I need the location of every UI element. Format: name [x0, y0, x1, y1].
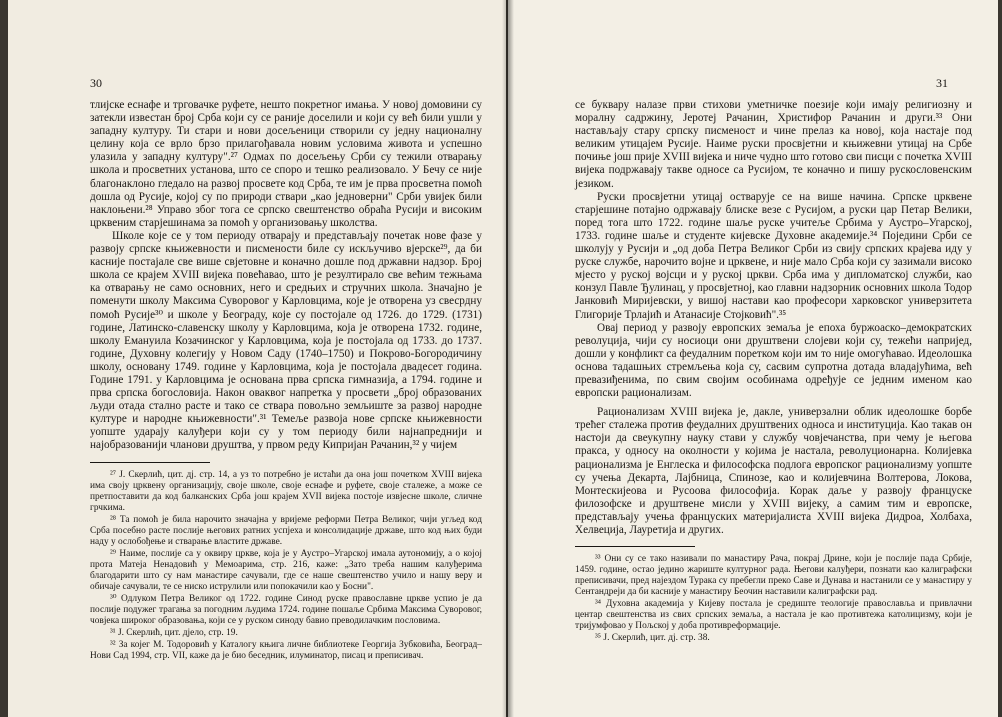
book-gutter	[502, 0, 514, 717]
footnote: ³¹ Ј. Скерлић, цит. дјело, стр. 19.	[110, 627, 238, 638]
page-body	[90, 99, 482, 663]
footnote: ²⁹ Наиме, послије са у оквиру цркве, која је у Аустро–Угарској имала аутономију, а о којој прота Матеја Ненадовић у Мемоарима, стр. 216, каже: „Зато треба нашим калуђерима благодарити што су нам манастире сачували, где се наше свештенство учило и нашу веру и обичаје сачували, те се ниско иструлили или попокачили као у Босни".	[90, 548, 482, 592]
footnote: ³⁰ Одлуком Петра Великог од 1722. године Синод руске православне цркве успио је да послије подужег трагања за погодним људима 1724. године пошаље Србима Максима Суворовог, човјека широког образовања, који се у руском синоду бавио преводилачким пословима.	[90, 593, 482, 626]
footnote: ³⁴ Духовна академија у Кијеву постала је средиште теологије православља и привлачни центар свештенства из свих српских земаља, а настала је као противтежа католицизму, који је тријумфовао у Пољској у доба противреформације.	[575, 599, 972, 632]
page-body	[575, 99, 972, 645]
footnote: ³² За којег М. Тодоровић у Каталогу књига личне библиотеке Георгија Зубковића, Београд–Нови Сад 1994, стр. VII, каже да је био беседник, илуминатор, писац и преписивач.	[90, 639, 482, 661]
footnote: ³⁵ Ј. Скерлић, цит. дј. стр. 38.	[595, 633, 710, 644]
body-paragraph: Школе које се у том периоду отварају и представљају почетак нове фазе у развоју српске књижевности и писмености биле су искључиво вјерске²⁹, да би касније постајале све више свјетовне и коначно дошле под државни надзор. Број школа се крајем XVIII вијека повећавао, што је резултирало све већим тежњама ка отварању не само основних, него и средњих и стручних школа. Значајно је поменути школу Максима Суворовог у Карловцима, које је отворена уз свесрдну помоћ Русије³⁰ и школе у Београду, које су постојале од 1726. до 1729. (1731) године, Латинско-славенску школу у Карловцима, која је отворена 1732. године, школу Емануила Козачинског у Карловцима, која је постојала од 1733. до 1737. године, Духовну колегију у Новом Саду (1740–1750) и Покрово-Богородичину школу, основану 1749. године у Карловцима, која је постојала двадесет година. Године 1791. у Карловцима је основана прва српска гимназија, а 1794. године и прва српска богословија. Након оваквог напретка у просвети „број образованих људи отада стално расте и тако се ствара повољно земљиште за развој народне културе и народне књижевности".³¹ Темеље развоја нове српске књижевности уопште ударају калуђери који су у том периоду били најнапреднији и најобразованији чланови друштва, у првом реду Кипријан Рачанин,³² у чијем	[90, 229, 482, 452]
footnote-separator	[90, 462, 210, 463]
right-page	[508, 0, 998, 717]
body-paragraph: Овај период у развоју европских земаља је епоха буржоаско–демократских револуција, чији су носиоци они друштвени слојеви који су, тежећи напријед, дошли у конфликт са феудалним поретком који им то није омогућавао. Идеолошка основа тадашњих стремљења која су, сасвим супротна дотада владајућима, већ превазиђенима, по свим својим особинама одређује се једним именом као европски рационализам.	[575, 321, 972, 400]
footnote-separator	[575, 546, 695, 547]
footnote: ²⁸ Та помоћ је била нарочито значајна у вријеме реформи Петра Великог, чији угљед код Срба посебно расте послије његових ратних успјеха и консолидације државе, што код њих буди наду у ослобођење и стварање властите државе.	[90, 514, 482, 547]
body-paragraph: Рационализам XVIII вијека је, дакле, универзални облик идеолошке борбе трећег сталежа против феудалних друштвених односа и институција. Као такав он настоји да свеукупну науку стави у службу човјечанства, при чему је његова пракса, у односу на околности у којима је настала, револуционарна. Колијевка рационализма је Енглеска и философска подлога европског рационализму уопште су учења Декарта, Лајбница, Спинозе, као и колијевчина Волтерова, Локова, Монтескијеова и Русоова философија. Корак даље у развоју француске филозофске и друштвене мисли у XVIII вијеку, а самим тим и европске, представљају учења француских материјалиста XVIII вијека Дидроа, Холбаха, Хелвеција, Лауретија и других.	[575, 406, 972, 536]
page-number: 30	[90, 76, 102, 90]
footnote: ²⁷ Ј. Скерлић, цит. дј. стр. 14, а уз то потребно је истаћи да она још почетком XVIII вијека има своју црквену организацију, своје школе, своје еснафе и руфете, своје сталеже, а може се претпоставити да код балканских Срба још крајем XVII вијека постоје извјесне школе, сличне грчкима.	[90, 469, 482, 513]
book-spread	[8, 0, 998, 717]
left-page	[8, 0, 506, 717]
body-paragraph: се буквару налазе први стихови уметничке поезије који имају религиозну и моралну садржину, Јеротеј Рачанин, Христифор Рачанин и други.³³ Они настављају стару српску писменост и чине прелаз ка новој, која настаје под великим утицајем Русије. Наиме руски просвјетни и књижевни утицај на Србе почиње још прије XVIII вијека и ниче чудно што готово сви писци с почетка XVIII вијека подржавају такве односе са Русијом, те коначно и пишу рускословенским језиком.	[575, 99, 972, 190]
body-paragraph: Руски просвјетни утицај остварује се на више начина. Српске црквене старјешине потајно одржавају блиске везе с Русијом, а руски цар Петар Велики, поред тога што 1722. године шаље руске учитеље Србима у Аустро–Угарској, 1733. године шаље и студенте кијевске Духовне академије.³⁴ Поједини Срби се школују у Русији и „од доба Петра Великог Срби из свију српских крајева иду у руске службе, нарочито војне и црквене, и није мало Срба који су зазимали високо мјесто у руској војсци и у руској цркви. Срба има у дипломатској служби, као конзул Павле Ђулинац, у просвјетној, као главни надзорник основних школа Тодор Јанковић Миријевски, у вишој настави као професори харковског универзитета Глигорије Трлајић и Атанасије Стојковић".³⁵	[575, 190, 972, 321]
footnotes	[90, 470, 482, 662]
footnotes	[575, 554, 972, 644]
page-number: 31	[936, 76, 948, 90]
footnote: ³³ Они су се тако називали по манастиру Рача, покрај Дрине, који је послије пада Србије, 1459. године, остао једино жариште културног рада. Његови калуђери, познати као калиграфски преписивачи, пред најездом Турака су пребегли преко Саве и Дунава и настанили се у манастиру у Сентандреји да би касније у манастиру Беочин наставили калиграфски рад.	[575, 554, 972, 598]
body-paragraph: тлијске еснафе и трговачке руфете, нешто покретног имања. У новој домовини су затекли известан број Срба који су се раније доселили и који су већ били ушли у западну културу. Ти стари и нови досељеници створили су једну националну целину која се врло брзо прилагођавала новим условима живота и успешно улазила у западну културу".²⁷ Одмах по досељењу Срби су тежили отварању школа и просветних установа, што се споро и тешко реализовало. У Бечу се није благонаклоно гледало на развој просвете код Срба, те им је прва просветна помоћ дошла од Русије, којој су по природи ствари „као једноверни" Срби увијек били наклоњени.²⁸ Управо због тога се српско свештенство обраћа Русији и високим црквеним старјешинама за помоћ у организовању школства.	[90, 99, 482, 229]
